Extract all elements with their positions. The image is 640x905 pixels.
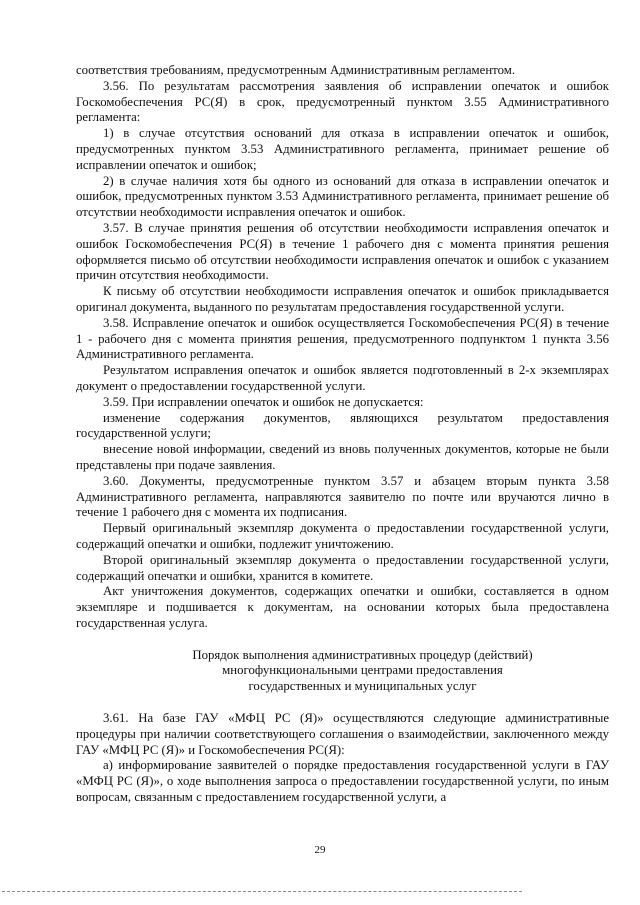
paragraph-3-58: 3.58. Исправление опечаток и ошибок осуществляется Госкомобеспечения РС(Я) в течение 1 - рабочего дня с момента принятия решения, предусмотренного подпунктом 1 пункта 3.56 Административного регламента. <box>76 315 609 362</box>
paragraph-3-57-letter: К письму об отсутствии необходимости исправления опечаток и ошибок прикладывается оригинал документа, выданного по результатам предоставления государственной услуги. <box>76 284 609 314</box>
section-heading-line-1: Порядок выполнения административных процедур (действий) <box>192 647 533 662</box>
paragraph-3-59-item-1: изменение содержания документов, являющихся результатом предоставления государственной услуги; <box>76 410 609 441</box>
paragraph-3-56: 3.56. По результатам рассмотрения заявления об исправлении опечаток и ошибок Госкомобеспечения РС(Я) в срок, предусмотренный пунктом 3.55 Административного регламента: <box>76 78 609 125</box>
paragraph-3-60: 3.60. Документы, предусмотренные пунктом 3.57 и абзацем вторым пункта 3.58 Административного регламента, направляются заявителю по почте или вручаются лично в течение 1 рабочего дня с момента их подписания. <box>76 473 609 520</box>
scan-edge-line <box>2 891 522 892</box>
paragraph-3-60-act: Акт уничтожения документов, содержащих опечатки и ошибки, составляется в одном экземпляре и подшивается к документам, на основании которых была предоставлена государственная услуга. <box>76 584 609 630</box>
paragraph-3-60-first-copy: Первый оригинальный экземпляр документа о предоставлении государственной услуги, содержащий опечатки и ошибки, подлежит уничтожению. <box>76 521 609 551</box>
section-heading <box>76 648 609 695</box>
paragraph-3-61-item-a: а) информирование заявителей о порядке предоставления государственной услуги в ГАУ «МФЦ РС (Я)», о ходе выполнения запроса о предоставлении государственной услуги, по иным вопросам, связанным с предоставлением государственной услуги, а <box>76 758 609 805</box>
paragraph-3-59: 3.59. При исправлении опечаток и ошибок не допускается: <box>103 394 424 409</box>
section-heading-line-2: многофункциональными центрами предоставления <box>222 663 503 678</box>
paragraph-continuation: соответствия требованиям, предусмотренным Административным регламентом. <box>76 63 516 77</box>
paragraph-3-60-second-copy: Второй оригинальный экземпляр документа о предоставлении государственной услуги, содержащий опечатки и ошибки, хранится в комитете. <box>76 552 609 583</box>
paragraph-3-57: 3.57. В случае принятия решения об отсутствии необходимости исправления опечаток и ошибок Госкомобеспечения РС(Я) в течение 1 рабочего дня с момента принятия решения оформляется письмо об отсутствии необходимости исправления опечаток и ошибок с указанием причин отсутствия необходимости. <box>76 220 609 283</box>
page-number: 29 <box>314 844 326 856</box>
paragraph-3-58-result: Результатом исправления опечаток и ошибок является подготовленный в 2-х экземплярах документ о предоставлении государственной услуги. <box>76 363 609 393</box>
paragraph-3-61: 3.61. На базе ГАУ «МФЦ РС (Я)» осуществляются следующие административные процедуры при наличии соответствующего соглашения о взаимодействии, заключенного между ГАУ «МФЦ РС (Я)» и Госкомобеспечения РС(Я): <box>76 711 609 757</box>
paragraph-3-56-item-2: 2) в случае наличия хотя бы одного из оснований для отказа в исправлении опечаток и ошибок, предусмотренных пунктом 3.53 Административного регламента, принимает решение об отсутствии необходимости исправления опечаток и ошибок. <box>76 173 609 220</box>
document-body <box>76 63 609 806</box>
paragraph-3-59-item-2: внесение новой информации, сведений из вновь полученных документов, которые не были представлены при подаче заявления. <box>76 442 609 472</box>
section-heading-line-3: государственных и муниципальных услуг <box>248 679 477 694</box>
paragraph-3-56-item-1: 1) в случае отсутствия оснований для отказа в исправлении опечаток и ошибок, предусмотренных пунктом 3.53 Административного регламента, принимает решение об исправлении опечаток и ошибок; <box>76 126 609 172</box>
